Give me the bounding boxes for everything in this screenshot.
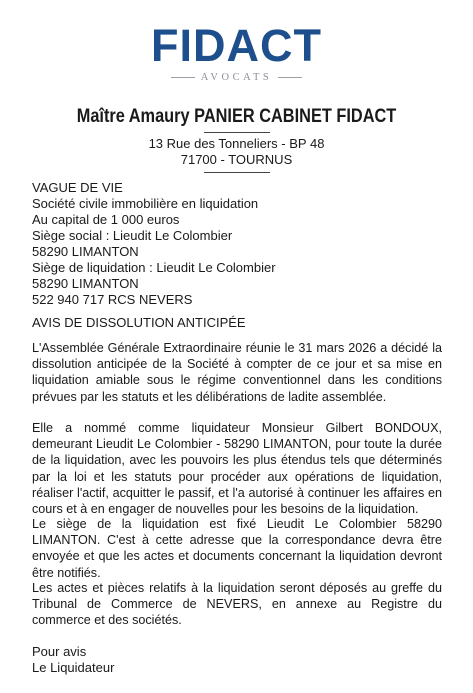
- firm-name-divider: [204, 132, 270, 133]
- company-name: VAGUE DE VIE: [32, 180, 123, 195]
- firm-name: Maître Amaury PANIER CABINET FIDACT: [76, 106, 397, 127]
- company-capital: Au capital de 1 000 euros: [32, 212, 180, 227]
- closing-pour-avis: Pour avis: [32, 644, 87, 659]
- notice-paragraph-4: [32, 580, 442, 629]
- firm-address-divider: [204, 172, 270, 173]
- company-rcs: 522 940 717 RCS NEVERS: [32, 292, 193, 307]
- logo-rule-right: [278, 77, 302, 78]
- notice-paragraph-3: [32, 516, 442, 581]
- fidact-logo: [0, 22, 473, 83]
- company-registered-office-city: 58290 LIMANTON: [32, 244, 139, 259]
- paragraph-1-text: L'Assemblée Générale Extraordinaire réunie le 31 mars 2026 a décidé la dissolution anticipée de la Société à compter de ce jour et sa mise en liquidation amiable sous le régime conventionnel dans les conditions prévues par les statuts et les délibérations de ladite assemblée.: [32, 341, 442, 404]
- notice-closing: [32, 644, 114, 676]
- logo-subtitle: AVOCATS: [200, 72, 273, 83]
- firm-address-line1: 13 Rue des Tonneliers - BP 48: [148, 136, 325, 151]
- company-liquidation-office-city: 58290 LIMANTON: [32, 276, 139, 291]
- notice-title: AVIS DE DISSOLUTION ANTICIPÉE: [32, 315, 246, 330]
- paragraph-4-text: Les actes et pièces relatifs à la liquidation seront déposés au greffe du Tribunal de Commerce de NEVERS, en annexe au Registre du commerce et des sociétés.: [32, 581, 442, 628]
- closing-signatory: Le Liquidateur: [32, 660, 115, 675]
- paragraph-2-text: Elle a nommé comme liquidateur Monsieur Gilbert BONDOUX, demeurant Lieudit Le Colombier - 58290 LIMANTON, pour toute la durée de la liquidation, avec les pouvoirs les plus étendus tels que déterminés par la loi et les statuts pour procéder aux opérations de liquidation, réaliser l'actif, acquitter le passif, et l'a autorisé à continuer les affaires en cours et à en engager de nouvelles pour les besoins de la liquidation.: [32, 421, 442, 517]
- logo-subtitle-row: [0, 72, 473, 83]
- company-form: Société civile immobilière en liquidation: [32, 196, 259, 211]
- company-registered-office: Siège social : Lieudit Le Colombier: [32, 228, 233, 243]
- logo-wordmark: FIDACT: [151, 20, 322, 71]
- company-liquidation-office: Siège de liquidation : Lieudit Le Colombier: [32, 260, 276, 275]
- notice-paragraph-2: [32, 420, 442, 517]
- company-details: [32, 180, 276, 308]
- notice-paragraph-1: [32, 340, 442, 405]
- firm-address-line2: 71700 - TOURNUS: [180, 152, 293, 167]
- logo-rule-left: [171, 77, 195, 78]
- firm-header: [0, 106, 473, 173]
- paragraph-3-text: Le siège de la liquidation est fixé Lieudit Le Colombier 58290 LIMANTON. C'est à cette adresse que la correspondance devra être envoyée et que les actes et documents concernant la liquidation devront être notifiés.: [32, 517, 442, 580]
